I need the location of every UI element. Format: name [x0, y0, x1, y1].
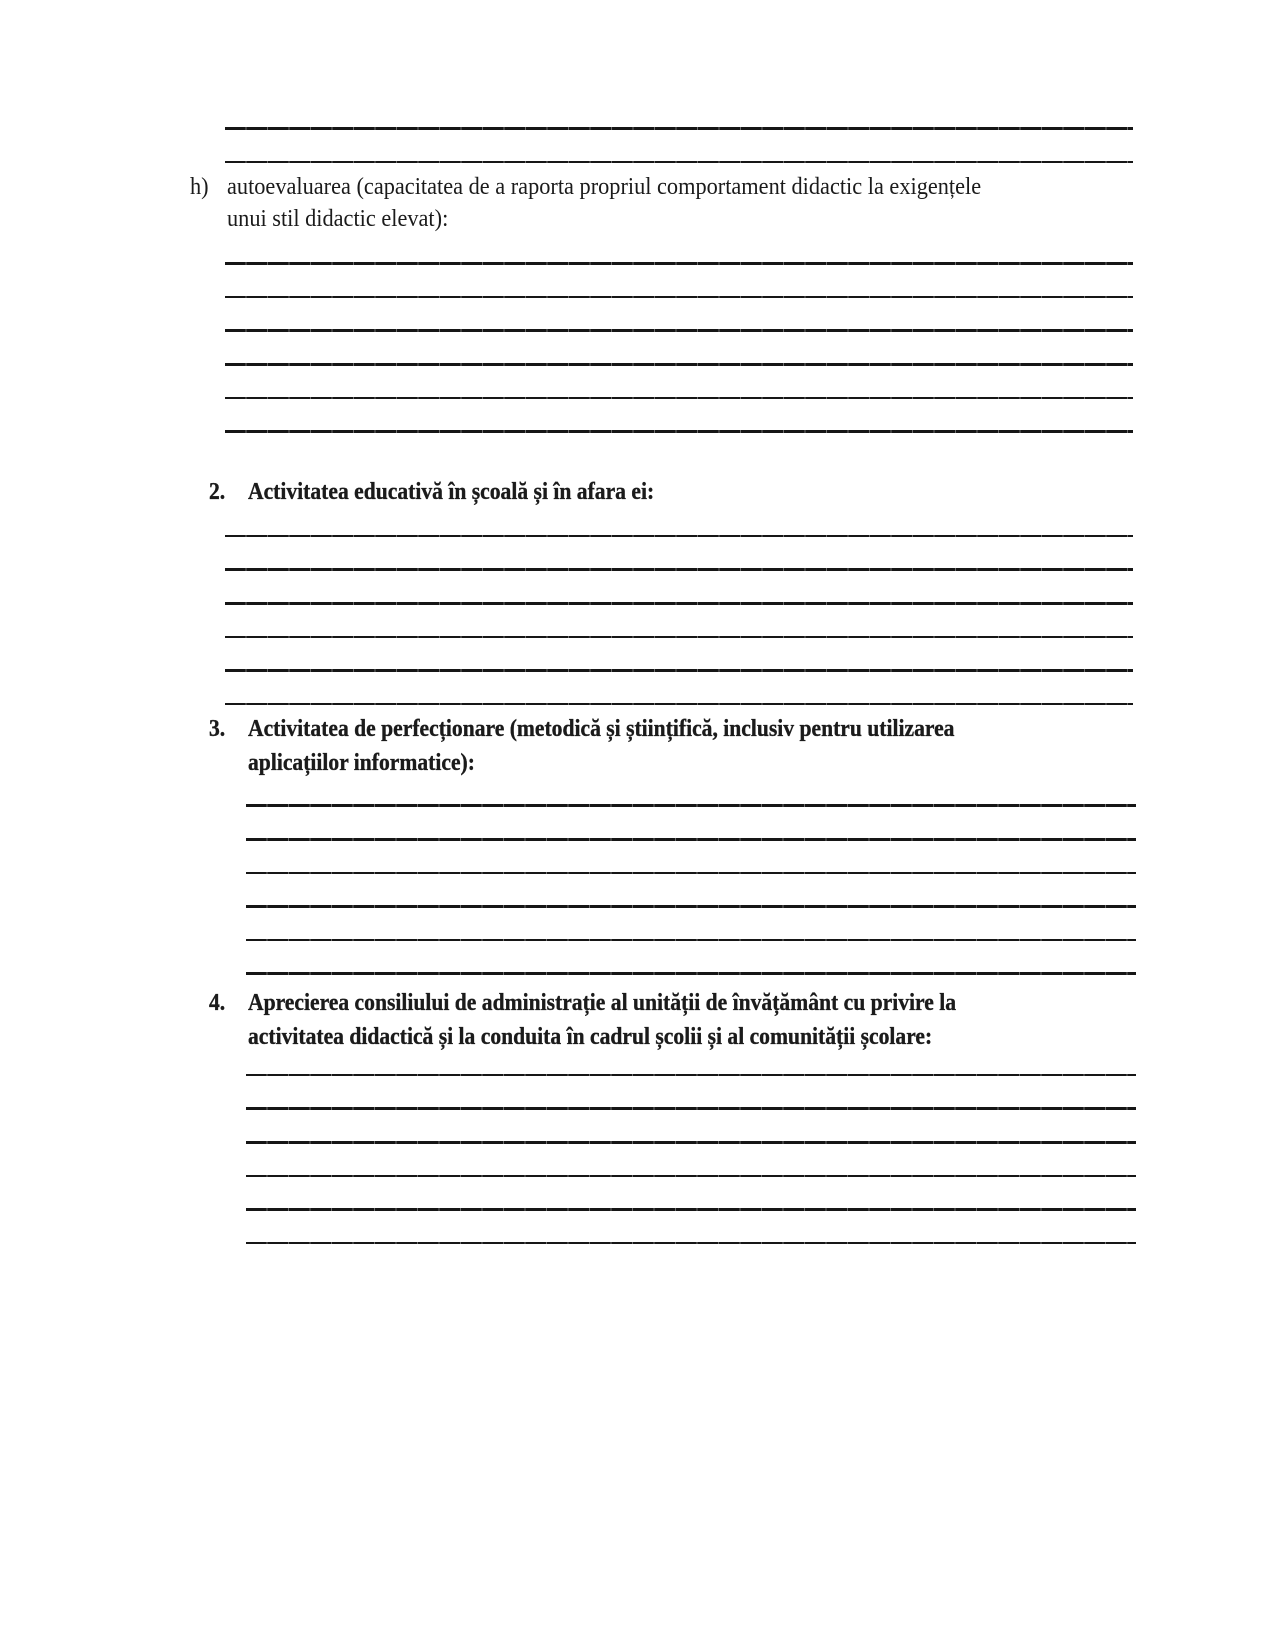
item-2-text [248, 475, 1275, 509]
blank-line-group-h [225, 262, 1133, 433]
blank-writing-line [246, 1208, 1136, 1211]
item-3 [0, 712, 1275, 975]
blank-writing-line [225, 296, 1133, 299]
item-h-text-line-2: unui stil didactic elevat): [227, 206, 449, 233]
item-4-number: 4. [209, 989, 226, 1016]
item-3-text [248, 712, 1275, 780]
blank-writing-line [225, 127, 1133, 130]
item-3-text-line-1: Activitatea de perfecționare (metodică și științifică, inclusiv pentru utilizarea [248, 716, 955, 743]
blank-line-group-3 [246, 804, 1136, 975]
blank-writing-line [225, 703, 1133, 706]
item-2-text-line-1: Activitatea educativă în școală și în afara ei: [248, 478, 655, 505]
item-3-heading [209, 712, 1275, 780]
blank-writing-line [246, 1107, 1136, 1110]
blank-writing-line [246, 1175, 1136, 1178]
item-h-paragraph [190, 171, 1275, 235]
blank-writing-line [225, 669, 1133, 672]
blank-writing-line [246, 939, 1136, 942]
blank-writing-line [225, 602, 1133, 605]
blank-writing-line [225, 636, 1133, 639]
blank-writing-line [225, 363, 1133, 366]
blank-writing-line [246, 872, 1136, 875]
blank-writing-line [246, 905, 1136, 908]
blank-writing-line [225, 535, 1133, 538]
item-2-number: 2. [209, 478, 226, 505]
blank-writing-line [246, 1141, 1136, 1144]
blank-writing-line [225, 397, 1133, 400]
item-4-text-line-2: activitatea didactică și la conduita în cadrul școlii și al comunității școlare: [248, 1023, 933, 1050]
blank-writing-line [225, 262, 1133, 265]
item-4-text-line-1: Aprecierea consiliului de administrație al unității de învățământ cu privire la [248, 989, 956, 1016]
blank-writing-line [246, 838, 1136, 841]
blank-writing-line [246, 972, 1136, 975]
blank-writing-line [246, 1242, 1136, 1245]
item-4-text [248, 986, 1275, 1054]
blank-line-group-4 [246, 1074, 1136, 1245]
item-4-heading [209, 986, 1275, 1054]
blank-writing-line [246, 1074, 1136, 1077]
blank-writing-line [225, 430, 1133, 433]
item-4 [0, 986, 1275, 1245]
blank-writing-line [246, 804, 1136, 807]
item-h [0, 171, 1275, 433]
item-2 [0, 475, 1275, 706]
item-h-text [227, 171, 1275, 235]
item-h-label: h) [190, 174, 209, 201]
item-2-heading [209, 475, 1275, 509]
blank-line-group-top [225, 127, 1133, 163]
blank-line-group-2 [225, 535, 1133, 706]
blank-writing-line [225, 568, 1133, 571]
item-3-text-line-2: aplicațiilor informatice): [248, 750, 475, 777]
item-3-number: 3. [209, 716, 226, 743]
item-h-text-line-1: autoevaluarea (capacitatea de a raporta propriul comportament didactic la exigențele [227, 174, 982, 201]
blank-writing-line [225, 329, 1133, 332]
blank-writing-line [225, 161, 1133, 164]
